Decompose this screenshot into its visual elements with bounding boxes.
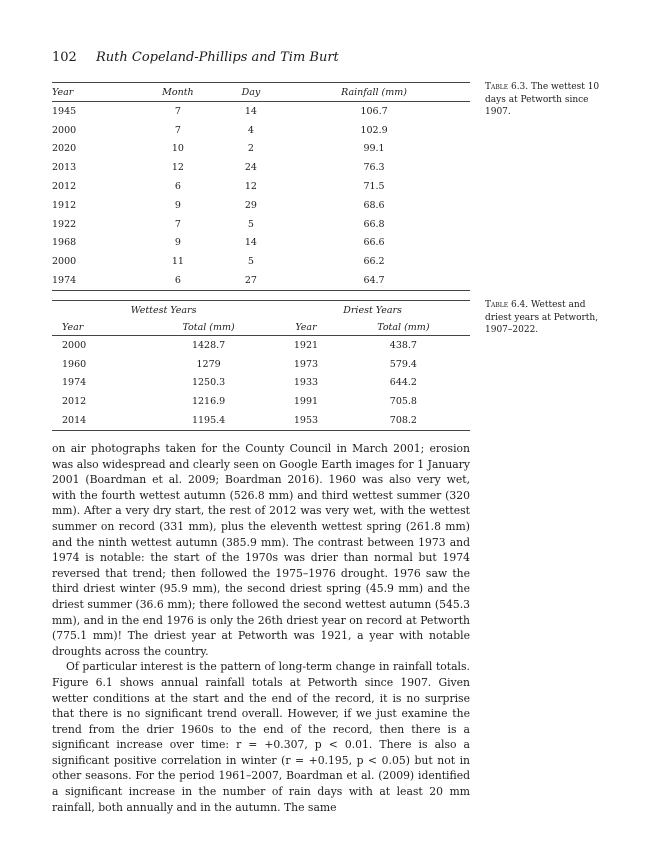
table-cell: 66.6 (363, 237, 385, 249)
table-cell: 1974 (52, 271, 132, 290)
table-row (52, 271, 470, 290)
caption-label: Table 6.3. (485, 82, 529, 92)
table-cell: 1922 (52, 218, 77, 230)
table-cell: 1912 (52, 199, 77, 211)
table-row (52, 140, 470, 159)
table-cell: 7 (174, 218, 181, 230)
table-row (52, 215, 470, 234)
column-header: Total (mm) (337, 319, 470, 336)
table-header-row (52, 319, 470, 336)
column-header: Total (mm) (142, 319, 275, 336)
table-cell: 2000 (62, 339, 87, 351)
table-cell: 1968 (52, 237, 77, 249)
table-row (52, 196, 470, 215)
table-cell: 1945 (52, 105, 77, 117)
table-cell: 5 (247, 218, 254, 230)
paragraph: on air photographs taken for the County Council in March 2001; erosion was also widespread and clearly seen on Google Earth images for 1 January 2001 (Boardman et al. 2009; Boardman 2016). 1960 was also very wet, with the fourth wettest autumn (526.8 mm) and third wettest summer (320 mm). After a very dry start, the rest of 2012 was very wet, with the wettest summer on record (331 mm), plus the eleventh wettest spring (261.8 mm) and the ninth wettest autumn (385.9 mm). The contrast between 1973 and 1974 is notable: the start of the 1970s was drier than normal but 1974 reversed that trend; then followed the 1975–1976 drought. 1976 saw the third driest winter (95.9 mm), the second driest spring (45.9 mm) and the driest summer (36.6 mm); there followed the second wettest autumn (545.3 mm), and in the end 1976 is only the 26th driest year on record at Petworth (775.1 mm)! The driest year at Petworth was 1921, a year with notable droughts across the country. (52, 442, 470, 658)
table-cell: 76.3 (363, 162, 385, 174)
group-header-wettest: Wettest Years (52, 301, 275, 320)
table-cell: 1428.7 (191, 339, 226, 351)
table-cell: 29 (244, 199, 257, 211)
table-cell: 64.7 (278, 271, 470, 290)
table-cell: 1973 (293, 358, 319, 370)
caption-text: Wettest and driest years at Petworth, 1907–2022. (485, 300, 599, 335)
table-cell: 6 (174, 181, 181, 193)
table-cell: 2000 (52, 124, 77, 136)
wettest-days-table (52, 82, 470, 291)
table-row (52, 252, 470, 271)
table-cell: 7 (174, 105, 181, 117)
table-cell: 1195.4 (142, 411, 275, 430)
table-row (52, 374, 470, 393)
page-header (52, 50, 339, 65)
page-number: 102 (52, 50, 77, 65)
table-cell: 1991 (293, 396, 319, 408)
table-row (52, 336, 470, 355)
table-cell: 2012 (52, 181, 77, 193)
table-cell: 66.2 (363, 256, 385, 268)
column-header: Rainfall (mm) (278, 83, 470, 102)
column-header: Year (52, 319, 142, 336)
table-caption (485, 81, 600, 119)
table-row (52, 234, 470, 253)
caption-label: Table 6.4. (485, 300, 529, 310)
table-cell: 7 (174, 124, 181, 136)
body-text (52, 441, 470, 815)
table-cell: 2000 (52, 256, 77, 268)
table-cell: 1279 (196, 358, 221, 370)
table-cell: 24 (244, 162, 257, 174)
table-cell: 102.9 (360, 124, 388, 136)
table-row (52, 102, 470, 121)
table-cell: 14 (244, 237, 257, 249)
table-row (52, 177, 470, 196)
table-cell: 644.2 (389, 377, 417, 389)
table-cell: 27 (224, 271, 278, 290)
table-row (52, 355, 470, 374)
wettest-driest-years-table (52, 300, 470, 431)
column-header: Month (132, 83, 224, 102)
column-header: Year (52, 83, 132, 102)
table-caption (485, 299, 600, 337)
table-row (52, 158, 470, 177)
table-cell: 68.6 (363, 199, 385, 211)
table-cell: 438.7 (389, 339, 417, 351)
table-cell: 99.1 (363, 143, 385, 155)
table-cell: 12 (244, 181, 257, 193)
table-row (52, 411, 470, 430)
table-cell: 2014 (52, 411, 142, 430)
table-cell: 66.8 (363, 218, 385, 230)
caption-text: The wettest 10 days at Petworth since 1907. (485, 82, 600, 117)
table-cell: 11 (171, 256, 184, 268)
table-cell: 12 (171, 162, 184, 174)
running-head: Ruth Copeland-Phillips and Tim Burt (96, 50, 339, 65)
table-cell: 1921 (293, 339, 319, 351)
table-cell: 1974 (62, 377, 87, 389)
table-row (52, 121, 470, 140)
table-cell: 579.4 (389, 358, 417, 370)
table-cell: 14 (244, 105, 257, 117)
table-cell: 708.2 (337, 411, 470, 430)
table-cell: 10 (171, 143, 184, 155)
table-cell: 2012 (62, 396, 87, 408)
table-cell: 1216.9 (191, 396, 226, 408)
table-cell: 1960 (62, 358, 87, 370)
table-cell: 1953 (275, 411, 337, 430)
column-header: Year (275, 319, 337, 336)
group-header-driest: Driest Years (275, 301, 470, 320)
table-cell: 705.8 (389, 396, 417, 408)
table-cell: 2013 (52, 162, 77, 174)
table-cell: 4 (247, 124, 254, 136)
table-cell: 9 (174, 199, 181, 211)
table-cell: 6 (132, 271, 224, 290)
table-cell: 1250.3 (191, 377, 226, 389)
column-header: Day (224, 83, 278, 102)
table-cell: 1933 (293, 377, 319, 389)
table-cell: 2 (247, 143, 254, 155)
table-row (52, 392, 470, 411)
table-group-header-row (52, 301, 470, 320)
paragraph: Of particular interest is the pattern of long-term change in rainfall totals. Figure 6.1 shows annual rainfall totals at Petworth since 1907. Given wetter conditions at the start and the end of the record, it is no surprise that there is no significant trend overall. However, if we just examine the trend from the drier 1960s to the end of the record, then there is a significant increase over time: r = +0.307, p < 0.01. There is also a significant positive correlation in winter (r = +0.195, p < 0.05) but not in other seasons. For the period 1961–2007, Boardman et al. (2009) identified a significant increase in the number of rain days with at least 20 mm rainfall, both annually and in the autumn. The same (52, 660, 470, 814)
table-header-row (52, 83, 470, 102)
table-cell: 106.7 (360, 105, 388, 117)
table-cell: 5 (247, 256, 254, 268)
table-cell: 9 (174, 237, 181, 249)
table-cell: 2020 (52, 143, 77, 155)
table-cell: 71.5 (363, 181, 385, 193)
